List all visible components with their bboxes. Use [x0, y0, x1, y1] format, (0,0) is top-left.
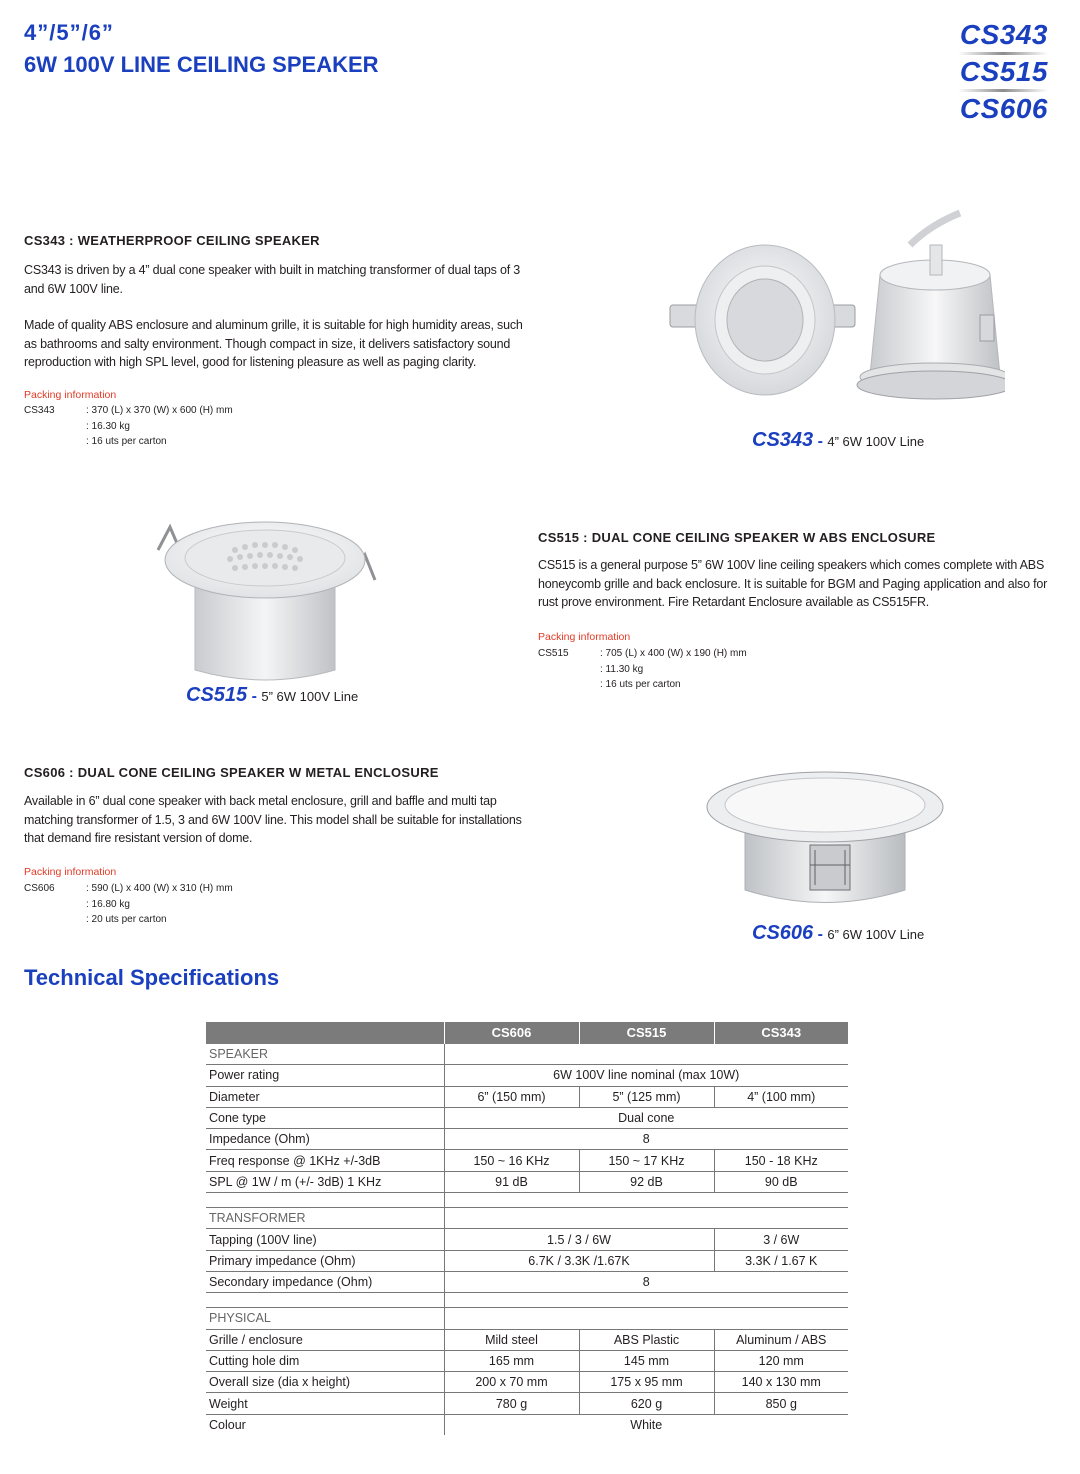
caption-dash: - [813, 926, 828, 943]
cs343-desc-line: CS343 is driven by a 4” dual cone speaker with built in matching transformer of dual taps of 3 [24, 263, 521, 277]
table-header-blank [206, 1022, 444, 1044]
cs343-product-image [660, 205, 1005, 420]
table-cell: 3 / 6W [714, 1229, 848, 1250]
cs343-description [24, 261, 544, 372]
table-row [206, 1329, 848, 1350]
tech-spec-title: Technical Specifications [24, 965, 280, 990]
model-list [958, 18, 1048, 126]
table-cell: 200 x 70 mm [444, 1372, 579, 1393]
cs343-desc-line: and 6W 100V line. [24, 281, 123, 296]
packing-quantity: : 16 uts per carton [600, 679, 681, 690]
group-speaker: SPEAKER [206, 1044, 444, 1065]
cs515-packing-info [538, 646, 747, 693]
table-cell: 175 x 95 mm [579, 1372, 714, 1393]
header-sizes: 4”/5”/6” [24, 20, 114, 45]
packing-weight: : 11.30 kg [600, 663, 644, 675]
cs606-description [24, 792, 544, 848]
table-cell: ABS Plastic [579, 1329, 714, 1350]
table-cell [206, 1293, 444, 1308]
cs606-desc-line: that demand fire resistant version of dome. [24, 831, 253, 845]
packing-weight: : 16.30 kg [86, 420, 130, 432]
packing-dimensions: : 705 (L) x 400 (W) x 190 (H) mm [600, 648, 747, 659]
table-cell: White [630, 1417, 663, 1432]
table-cell: 165 mm [444, 1350, 579, 1371]
table-cell [206, 1193, 444, 1208]
cs515-desc-line: honeycomb grille and back enclosure. It is suitable for BGM and Paging application and also for [538, 576, 1048, 591]
table-cell: 140 x 130 mm [714, 1372, 848, 1393]
row-label: Diameter [206, 1086, 444, 1107]
packing-model: CS343 [24, 405, 55, 416]
table-row [206, 1271, 848, 1292]
cs606-packing-label: Packing information [24, 866, 117, 878]
row-label: Freq response @ 1KHz +/-3dB [206, 1150, 444, 1171]
table-row [206, 1208, 848, 1229]
cs515-desc-line: rust prove environment. Fire Retardant Enclosure available as CS515FR. [538, 595, 930, 609]
cs606-desc-line: matching transformer of 1.5, 3 and 6W 100V line. This model shall be suitable for installations [24, 812, 522, 827]
table-row [206, 1350, 848, 1371]
cs515-packing-label: Packing information [538, 631, 631, 643]
table-row [206, 1150, 848, 1171]
table-cell: 120 mm [714, 1350, 848, 1371]
table-row [206, 1372, 848, 1393]
table-cell: 620 g [579, 1393, 714, 1414]
page-title: 6W 100V LINE CEILING SPEAKER [24, 52, 379, 77]
table-cell [444, 1308, 848, 1329]
cs606-packing-info [24, 881, 233, 928]
table-row [206, 1250, 848, 1271]
group-transformer: TRANSFORMER [206, 1208, 444, 1229]
cs515-heading: CS515 : DUAL CONE CEILING SPEAKER W ABS ENCLOSURE [538, 530, 936, 545]
cs606-heading: CS606 : DUAL CONE CEILING SPEAKER W METAL ENCLOSURE [24, 765, 439, 780]
table-cell: 1.5 / 3 / 6W [444, 1229, 714, 1250]
cs343-desc-line: as bathrooms and salty environment. Though compact in size, it delivers satisfactory sound [24, 336, 511, 351]
group-physical: PHYSICAL [206, 1308, 444, 1329]
packing-model: CS515 [538, 648, 569, 659]
table-cell: 150 - 18 KHz [714, 1150, 848, 1171]
packing-quantity: : 16 uts per carton [86, 436, 167, 447]
table-row [206, 1044, 848, 1065]
table-cell: Dual cone [444, 1107, 848, 1128]
row-label: Primary impedance (Ohm) [206, 1250, 444, 1271]
table-row [206, 1065, 848, 1086]
cs343-heading: CS343 : WEATHERPROOF CEILING SPEAKER [24, 233, 320, 248]
cs343-desc-line: reproduction with high SPL level, good for listening pleasure as well as paging clarity. [24, 355, 477, 369]
table-cell: Mild steel [444, 1329, 579, 1350]
table-header-cs606: CS606 [444, 1022, 579, 1044]
cs606-desc-line: Available in 6” dual cone speaker with back metal enclosure, grill and baffle and multi tap [24, 794, 497, 808]
caption-code: CS515 [186, 684, 248, 706]
table-row [206, 1129, 848, 1150]
table-cell: 90 dB [714, 1171, 848, 1192]
table-cell: 850 g [714, 1393, 848, 1414]
table-cell: Aluminum / ABS [714, 1329, 848, 1350]
caption-text: 6” 6W 100V Line [827, 927, 925, 942]
table-cell [444, 1044, 848, 1065]
cs515-product-image [150, 515, 380, 685]
row-label: Tapping (100V line) [206, 1229, 444, 1250]
table-cell: 6.7K / 3.3K /1.67K [444, 1250, 714, 1271]
table-spacer-row [206, 1193, 848, 1208]
row-label: Secondary impedance (Ohm) [206, 1271, 444, 1292]
row-label: Grille / enclosure [206, 1329, 444, 1350]
table-header-row [206, 1022, 848, 1044]
cs343-desc-line: Made of quality ABS enclosure and aluminum grille, it is suitable for high humidity areas, such [24, 318, 523, 332]
cs515-desc-line: CS515 is a general purpose 5” 6W 100V line ceiling speakers which comes complete with ABS [538, 558, 1045, 572]
table-spacer-row [206, 1293, 848, 1308]
table-cell [444, 1208, 848, 1229]
cs343-caption [752, 429, 924, 452]
table-cell: 8 [444, 1271, 848, 1292]
table-row [206, 1171, 848, 1192]
table-cell: 8 [444, 1129, 848, 1150]
table-header-cs343: CS343 [714, 1022, 848, 1044]
cs343-packing-info [24, 403, 233, 450]
row-label: Impedance (Ohm) [206, 1129, 444, 1150]
table-cell: 3.3K / 1.67 K [714, 1250, 848, 1271]
table-row [206, 1414, 848, 1435]
row-label: Weight [206, 1393, 444, 1414]
packing-quantity: : 20 uts per carton [86, 914, 167, 925]
row-label: Cone type [206, 1107, 444, 1128]
table-cell: 780 g [444, 1393, 579, 1414]
row-label: SPL @ 1W / m (+/- 3dB) 1 KHz [206, 1171, 444, 1192]
table-row [206, 1393, 848, 1414]
spec-table [206, 1022, 848, 1435]
caption-code: CS606 [752, 922, 814, 944]
packing-dimensions: : 370 (L) x 370 (W) x 600 (H) mm [86, 405, 233, 416]
caption-code: CS343 [752, 429, 814, 451]
cs606-product-image [700, 765, 950, 915]
table-row [206, 1308, 848, 1329]
model-code-cs343: CS343 [959, 19, 1048, 50]
caption-text: 5” 6W 100V Line [261, 689, 359, 704]
table-cell: 150 ~ 17 KHz [579, 1150, 714, 1171]
row-label: Colour [206, 1414, 444, 1435]
table-header-cs515: CS515 [579, 1022, 714, 1044]
table-cell: 91 dB [444, 1171, 579, 1192]
caption-dash: - [247, 688, 262, 705]
row-label: Cutting hole dim [206, 1350, 444, 1371]
table-cell: 6W 100V line nominal (max 10W) [444, 1065, 848, 1086]
table-cell: 150 ~ 16 KHz [444, 1150, 579, 1171]
table-row [206, 1229, 848, 1250]
packing-weight: : 16.80 kg [86, 898, 130, 910]
row-label: Power rating [206, 1065, 444, 1086]
cs515-caption [186, 684, 358, 707]
table-row [206, 1086, 848, 1107]
table-cell [444, 1293, 848, 1308]
table-cell: 6” (150 mm) [444, 1086, 579, 1107]
row-label: Overall size (dia x height) [206, 1372, 444, 1393]
caption-text: 4” 6W 100V Line [827, 434, 925, 449]
packing-model: CS606 [24, 883, 55, 894]
table-cell: 5” (125 mm) [579, 1086, 714, 1107]
table-row [206, 1107, 848, 1128]
cs343-packing-label: Packing information [24, 389, 117, 401]
table-cell [444, 1193, 848, 1208]
cs606-caption [752, 922, 924, 945]
model-code-cs606: CS606 [959, 93, 1048, 124]
cs515-description [538, 556, 1058, 612]
table-cell: 92 dB [579, 1171, 714, 1192]
table-cell: 4” (100 mm) [714, 1086, 848, 1107]
model-code-cs515: CS515 [959, 56, 1048, 87]
table-cell: 145 mm [579, 1350, 714, 1371]
packing-dimensions: : 590 (L) x 400 (W) x 310 (H) mm [86, 883, 233, 894]
caption-dash: - [813, 433, 828, 450]
